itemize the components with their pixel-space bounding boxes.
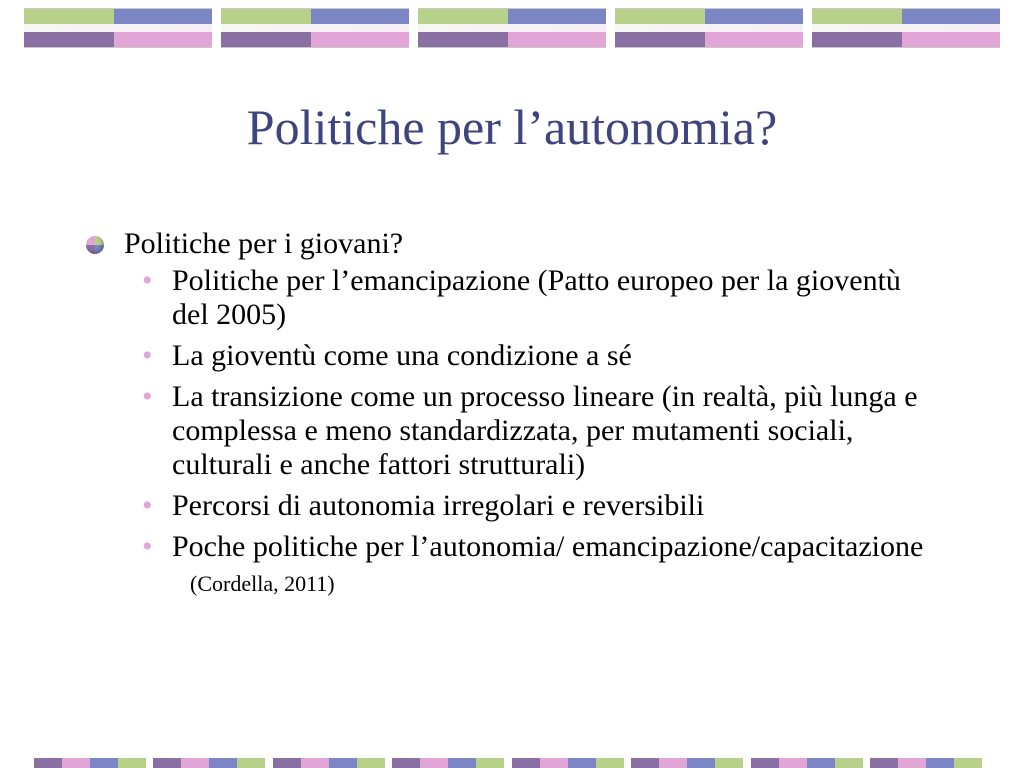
decor-tile (418, 8, 606, 48)
pink-dot-icon: • (142, 264, 153, 297)
decor-strip (870, 758, 982, 768)
decor-strip (631, 758, 743, 768)
list-item: • Percorsi di autonomia irregolari e reversibili (142, 489, 705, 522)
bottom-decorative-band (34, 758, 982, 768)
list-item: • La gioventù come una condizione a sé (142, 339, 632, 372)
slide-content (86, 226, 946, 597)
list-item: • Politiche per l’emancipazione (Patto europeo per la gioventù del 2005) (142, 264, 901, 331)
pink-dot-icon: • (142, 380, 153, 413)
decor-tile (615, 8, 803, 48)
decor-strip (34, 758, 146, 768)
pink-dot-icon: • (142, 339, 153, 372)
decor-strip (392, 758, 504, 768)
list-item: • Poche politiche per l’autonomia/ emancipazione/capacitazione (142, 530, 924, 563)
decor-strip (512, 758, 624, 768)
main-bullet (86, 226, 946, 262)
decor-tile (24, 8, 212, 48)
decor-strip (751, 758, 863, 768)
decor-strip (273, 758, 385, 768)
pink-dot-icon: • (142, 489, 153, 522)
decor-tile (812, 8, 1000, 48)
quartered-ball-icon (86, 236, 104, 254)
top-decorative-band (24, 8, 1000, 46)
slide-title: Politiche per l’autonomia? (246, 99, 778, 155)
pink-dot-icon: • (142, 530, 153, 563)
citation: (Cordella, 2011) (190, 571, 335, 596)
decor-tile (221, 8, 409, 48)
list-item: • La transizione come un processo lineare (in realtà, più lunga e complessa e meno standardizzata, per mutamenti sociali, culturali e anche fattori strutturali) (142, 380, 918, 481)
main-bullet-text: Politiche per i giovani? (124, 227, 404, 260)
decor-strip (153, 758, 265, 768)
sub-bullet-list (134, 264, 924, 564)
